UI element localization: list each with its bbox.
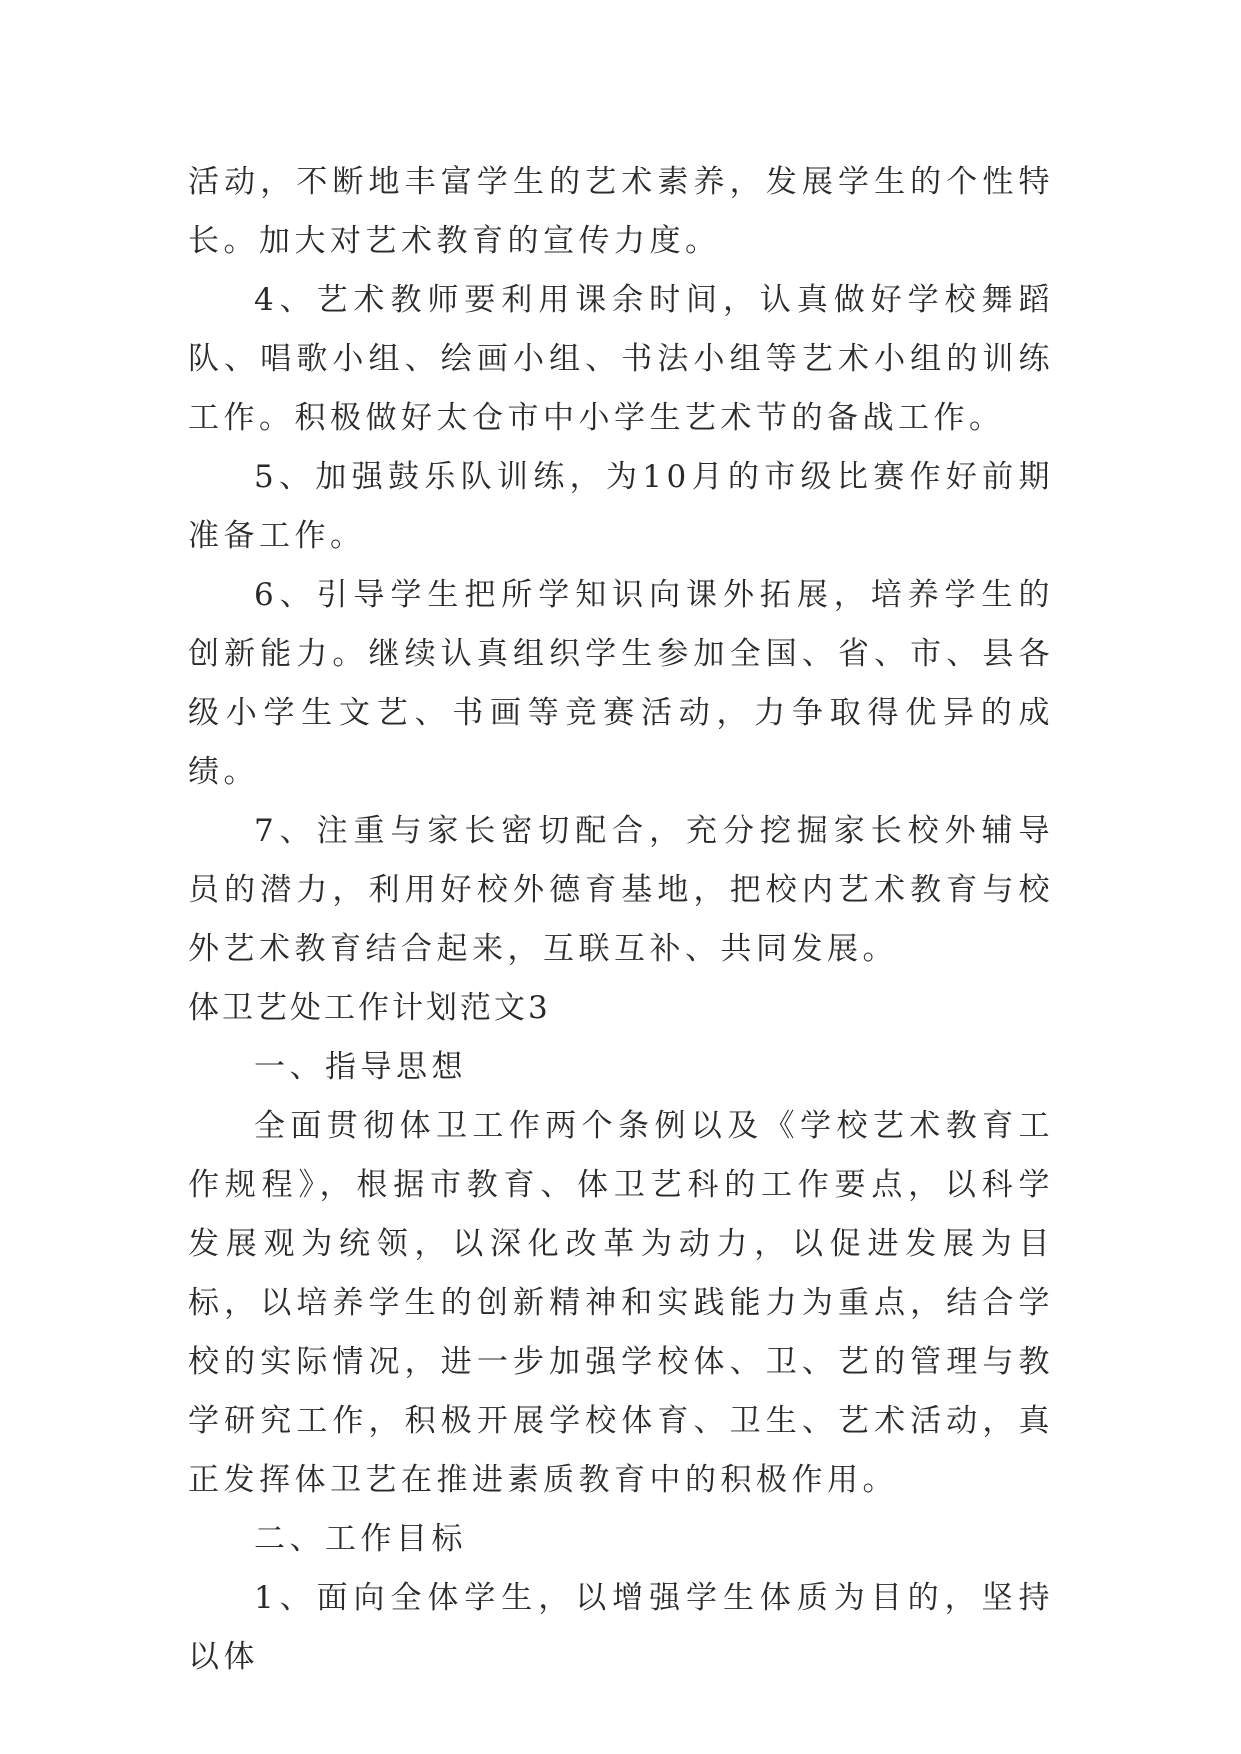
subheading-work-goals: 二、工作目标	[254, 1521, 467, 1557]
document-page	[188, 153, 1054, 1687]
section-title: 体卫艺处工作计划范文3	[188, 990, 551, 1026]
paragraph-item-4: 4、艺术教师要利用课余时间，认真做好学校舞蹈队、唱歌小组、绘画小组、书法小组等艺术小组的训练工作。积极做好太仓市中小学生艺术节的备战工作。	[188, 282, 1054, 436]
paragraph-arts-activities: 活动，不断地丰富学生的艺术素养，发展学生的个性特长。加大对艺术教育的宣传力度。	[188, 164, 1054, 259]
paragraph-guiding-ideology: 全面贯彻体卫工作两个条例以及《学校艺术教育工作规程》，根据市教育、体卫艺科的工作要点，以科学发展观为统领，以深化改革为动力，以促进发展为目标，以培养学生的创新精神和实践能力为重点，结合学校的实际情况，进一步加强学校体、卫、艺的管理与教学研究工作，积极开展学校体育、卫生、艺术活动，真正发挥体卫艺在推进素质教育中的积极作用。	[188, 1108, 1054, 1498]
subheading-guiding-ideology: 一、指导思想	[254, 1049, 467, 1085]
paragraph-goal-1: 1、面向全体学生，以增强学生体质为目的，坚持以体	[188, 1580, 1054, 1675]
paragraph-item-7: 7、注重与家长密切配合，充分挖掘家长校外辅导员的潜力，利用好校外德育基地，把校内艺术教育与校外艺术教育结合起来，互联互补、共同发展。	[188, 813, 1054, 967]
paragraph-item-5: 5、加强鼓乐队训练，为10月的市级比赛作好前期准备工作。	[188, 459, 1054, 554]
paragraph-item-6: 6、引导学生把所学知识向课外拓展，培养学生的创新能力。继续认真组织学生参加全国、省、市、县各级小学生文艺、书画等竞赛活动，力争取得优异的成绩。	[188, 577, 1054, 790]
